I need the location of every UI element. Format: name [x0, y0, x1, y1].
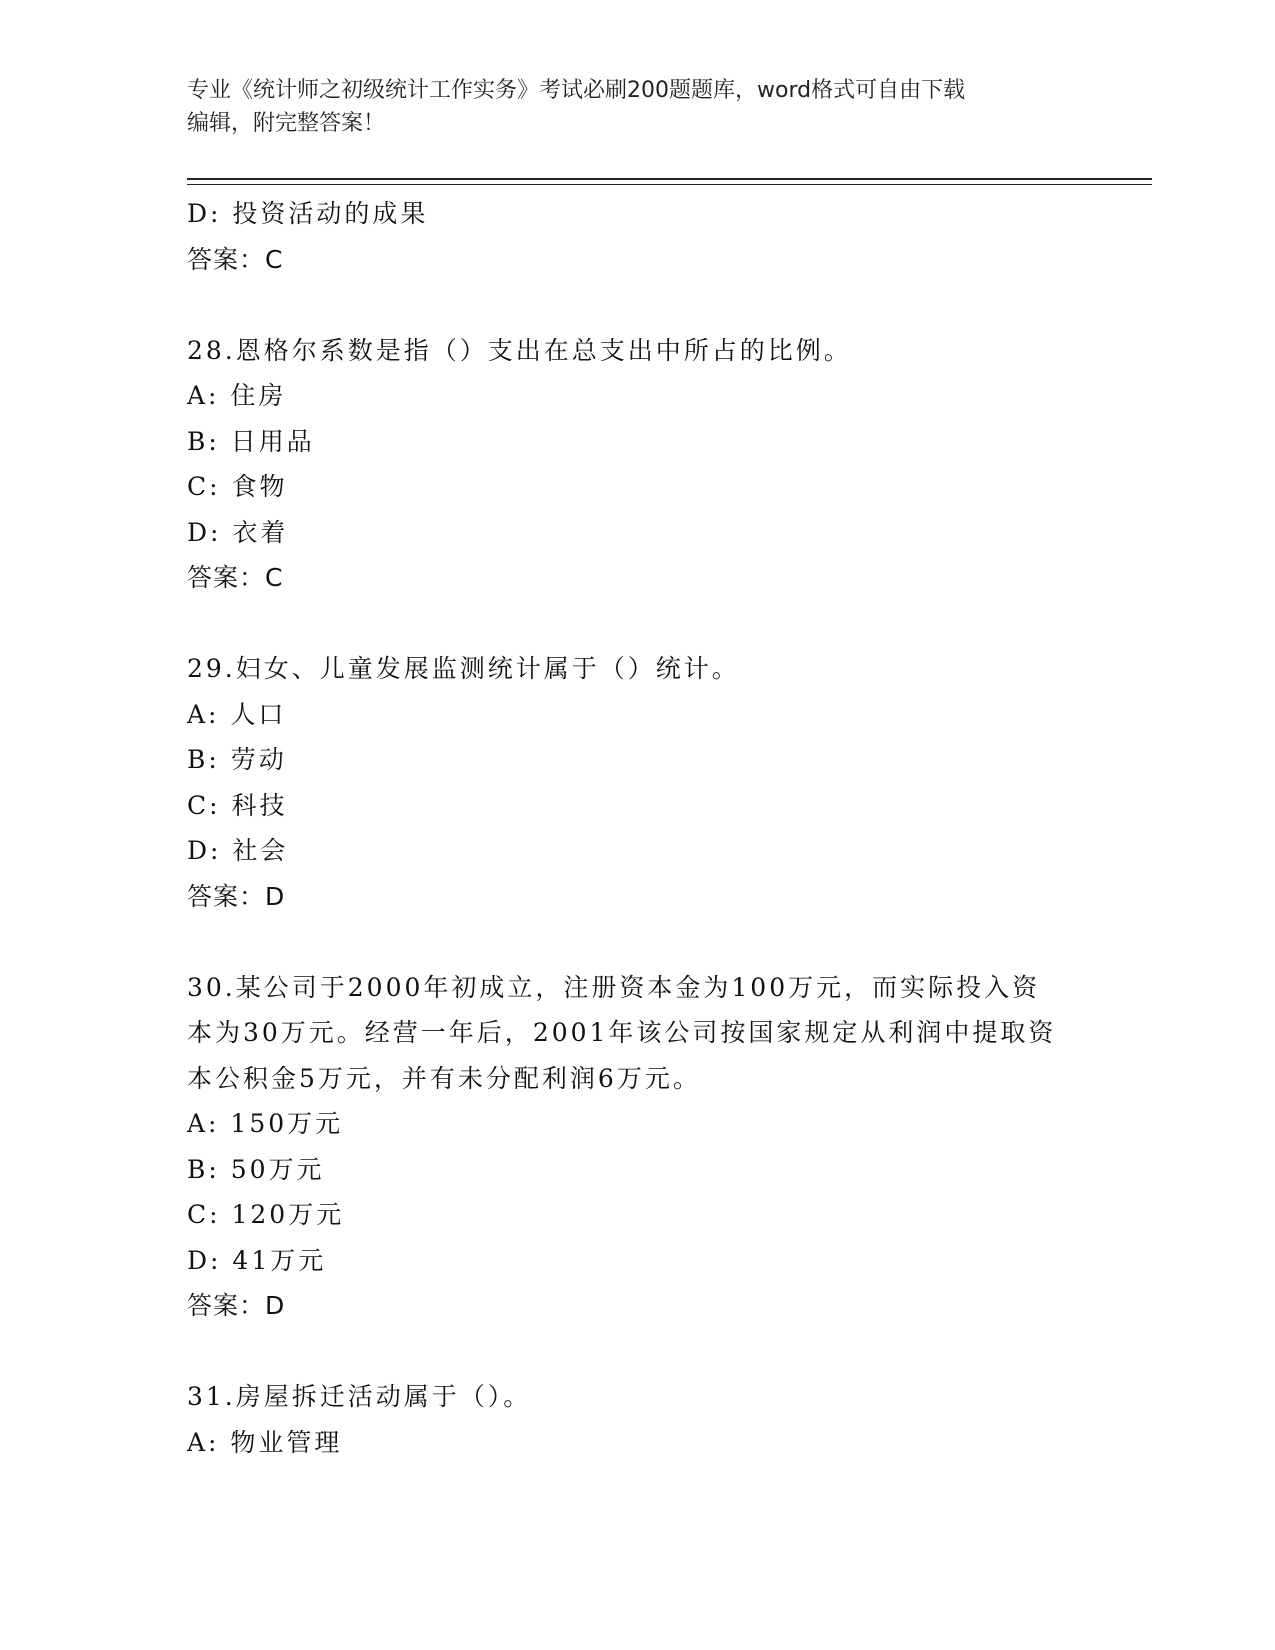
question-text: 31.房屋拆迁活动属于（）。 — [187, 1382, 532, 1411]
answer-line: 答案：D — [187, 1291, 286, 1320]
option-a: A: 住房 — [187, 381, 287, 410]
question-text: 29.妇女、儿童发展监测统计属于（）统计。 — [187, 654, 740, 683]
question-30 — [187, 965, 1087, 1329]
header-title-line-1: 专业《统计师之初级统计工作实务》考试必刷200题题库，word格式可自由下载 — [187, 78, 966, 103]
header-divider-thick — [187, 178, 1152, 180]
question-text: 28.恩格尔系数是指（）支出在总支出中所占的比例。 — [187, 335, 852, 365]
option-d: D: 投资活动的成果 — [187, 199, 429, 228]
document-header — [187, 74, 1087, 140]
spacer — [187, 1329, 1087, 1375]
answer-line: 答案：C — [187, 244, 284, 274]
option-a: A: 人口 — [187, 699, 287, 729]
answer-line: 答案：C — [187, 563, 284, 592]
header-title-line-2: 编辑，附完整答案！ — [187, 111, 386, 136]
question-31 — [187, 1374, 1087, 1465]
option-c: C: 120万元 — [187, 1200, 345, 1229]
option-a: A: 物业管理 — [187, 1427, 343, 1457]
header-divider-thin — [187, 184, 1152, 185]
option-b: B: 50万元 — [187, 1154, 325, 1184]
option-a: A: 150万元 — [187, 1109, 344, 1138]
option-c: C: 食物 — [187, 472, 288, 501]
option-b: B: 日用品 — [187, 426, 315, 456]
question-29 — [187, 646, 1087, 919]
option-d: D: 衣着 — [187, 517, 289, 547]
option-d: D: 社会 — [187, 836, 289, 865]
question-text-line-2: 本为30万元。经营一年后，2001年该公司按国家规定从利润中提取资 — [187, 1018, 1057, 1047]
spacer — [187, 282, 1087, 328]
option-d: D: 41万元 — [187, 1245, 327, 1275]
question-content — [187, 191, 1087, 1465]
question-text-line-3: 本公积金5万元，并有未分配利润6万元。 — [187, 1063, 701, 1093]
question-28 — [187, 328, 1087, 601]
question-text-line-1: 30.某公司于2000年初成立，注册资本金为100万元，而实际投入资 — [187, 972, 1041, 1002]
option-c: C: 科技 — [187, 790, 288, 820]
answer-line: 答案：D — [187, 881, 286, 911]
spacer — [187, 919, 1087, 965]
option-b: B: 劳动 — [187, 745, 287, 774]
spacer — [187, 601, 1087, 647]
